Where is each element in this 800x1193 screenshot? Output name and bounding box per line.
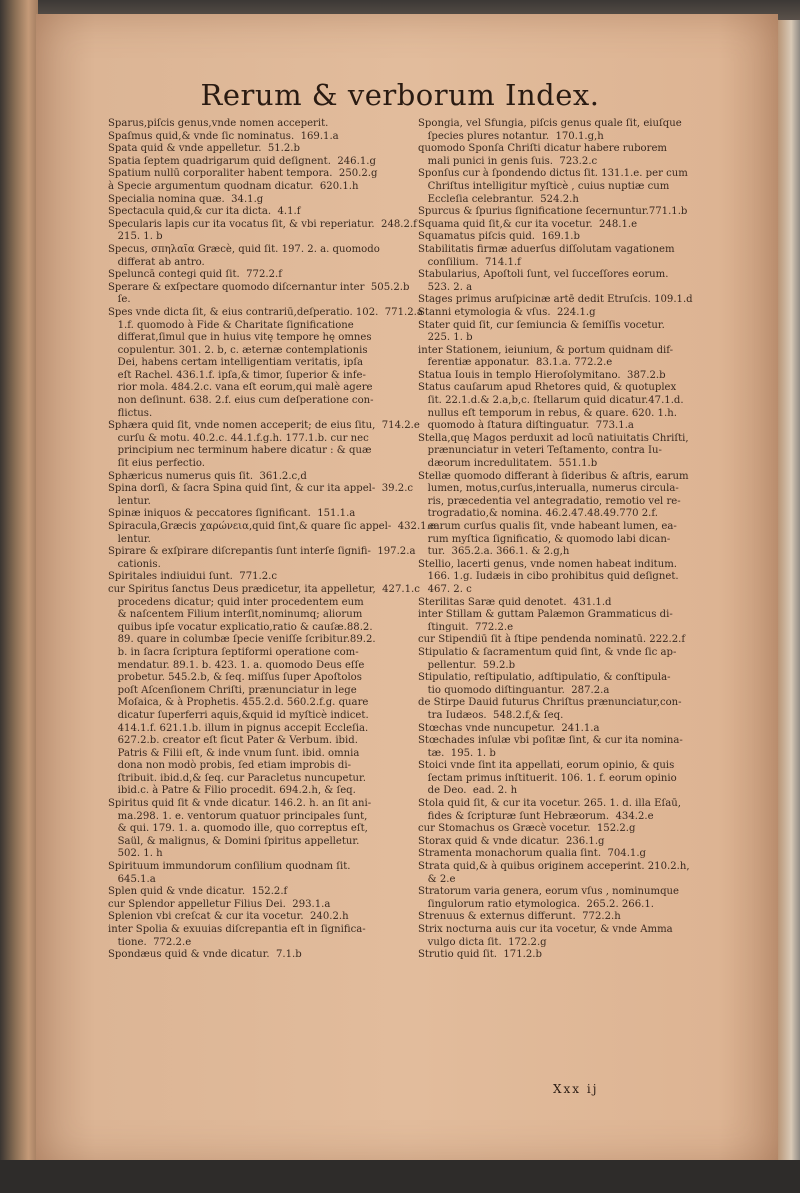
index-entry-line: Splenion vbi creſcat & cur ita vocetur. 240.2.h xyxy=(108,911,349,923)
index-entry-line: & 2.e xyxy=(418,873,456,885)
index-entry-line: Speluncā contegi quid ſit. 772.2.f xyxy=(108,269,282,281)
index-entry-line: Squama quid ſit,& cur ita vocetur. 248.1.e xyxy=(418,218,638,230)
index-entry-line: quomodo Sponſa Chriſti dicatur habere ruborem xyxy=(418,143,668,155)
index-entry-line: Spiracula,Græcis χαρώνεια,quid ſint,& quare ſic appel- 432.1.e xyxy=(108,521,436,532)
index-entry-line: Stages primus aruſpicinæ artē dedit Etruſcis. 109.1.d xyxy=(418,294,693,306)
index-entry-line: Stœchas vnde nuncupetur. 241.1.a xyxy=(418,722,600,734)
scan-bottom-band xyxy=(0,1160,800,1193)
index-entry-line: Specialia nomina quæ. 34.1.g xyxy=(108,193,264,205)
index-entry-line: 502. 1. h xyxy=(108,848,163,860)
index-entry-line: 166. 1.g. Iudæis in cibo prohibitus quid deſignet. xyxy=(418,571,679,583)
index-entry-line: 467. 2. c xyxy=(418,583,472,595)
index-entry-line: Spondæus quid & vnde dicatur. 7.1.b xyxy=(108,949,302,961)
index-entry-line: 89. quare in columbæ ſpecie veniſſe ſcribitur.89.2. xyxy=(108,634,376,646)
index-entry-line: copulentur. 301. 2. b, c. æternæ contemplationis xyxy=(108,344,368,356)
index-entry-line: dicatur ſuperferri aquis,&quid id myſticè indicet. xyxy=(108,709,369,721)
index-entry-line: Sparus,piſcis genus,vnde nomen acceperit. xyxy=(108,118,329,129)
index-entry-line: curſu & motu. 40.2.c. 44.1.f.g.h. 177.1.b. cur nec xyxy=(108,432,369,444)
signature-mark: Xxx ij xyxy=(553,1082,599,1096)
index-entry-line: flictus. xyxy=(108,407,153,419)
index-entry-line: earum curſus qualis ſit, vnde habeant lumen, ea- xyxy=(418,521,677,532)
index-entry-line: procedens dicatur; quid inter procedentem eum xyxy=(108,596,364,608)
index-entry-line: mendatur. 89.1. b. 423. 1. a. quomodo Deus eſſe xyxy=(108,659,365,671)
page-edge-right xyxy=(778,20,800,1193)
index-entry-line: & qui. 179. 1. a. quomodo ille, quo correptus eſt, xyxy=(108,823,368,835)
index-entry-line: ris, præcedentia vel antegradatio, remotio vel re- xyxy=(418,495,681,507)
index-entry-line: Strata quid,& à quibus originem acceperint. 210.2.h, xyxy=(418,861,690,873)
index-entry-line: Spiritus quid ſit & vnde dicatur. 146.2. h. an ſit ani- xyxy=(108,798,372,810)
index-entry-line: cur Spiritus ſanctus Deus prædicetur, ita appelletur, 427.1.c xyxy=(108,583,420,595)
index-entry-line: lentur. xyxy=(108,533,151,545)
index-entry-line: ſit. 22.1.d.& 2.a,b,c. ſtellarum quid dicatur.47.1.d. xyxy=(418,395,684,407)
index-entry-line: Strenuus & externus differunt. 772.2.h xyxy=(418,911,621,923)
index-entry-line: vulgo dicta ſit. 172.2.g xyxy=(418,936,547,948)
index-entry-line: quomodo à ſtatura diſtinguatur. 773.1.a xyxy=(418,420,634,432)
index-entry-line: Spatium nullū corporaliter habent tempora. 250.2.g xyxy=(108,168,378,180)
index-entry-line: Spurcus & ſpurius ſignificatione ſecernuntur.771.1.b xyxy=(418,206,688,218)
index-entry-line: Stratorum varia genera, eorum vſus , nominumque xyxy=(418,886,680,898)
index-entry-line: Spata quid & vnde appelletur. 51.2.b xyxy=(108,143,300,155)
index-entry-line: Stella,quę Magos perduxit ad locū natiuitatis Chriſti, xyxy=(418,432,689,444)
index-entry-line: inter Spolia & exuuias diſcrepantia eſt in ſignifica- xyxy=(108,924,366,935)
index-entry-line: dæorum incredulitatem. 551.1.b xyxy=(418,458,598,470)
index-entry-line: de Stirpe Dauid futurus Chriſtus prænunciatur,con- xyxy=(418,697,682,709)
index-entry-line: ferentiæ apponatur. 83.1.a. 772.2.e xyxy=(418,357,613,369)
index-entry-line: cur Splendor appelletur Filius Dei. 293.1.a xyxy=(108,898,331,910)
index-entry-line: rior mola. 484.2.c. vana eſt eorum,qui malè agere xyxy=(108,382,373,394)
index-entry-line: Spiritales indiuidui ſunt. 771.2.c xyxy=(108,571,278,583)
index-entry-line: dona non modò probis, ſed etiam improbis di- xyxy=(108,760,351,772)
index-entry-line: Spirituum immundorum conſilium quodnam ſit. xyxy=(108,861,351,873)
index-entry-line: prænunciatur in veteri Teſtamento, contra Iu- xyxy=(418,445,662,457)
index-column-right xyxy=(418,118,738,962)
index-entry-line: Spes vnde dicta ſit, & eius contrariū,deſperatio. 102. 771.2.a xyxy=(108,306,423,318)
index-entry-line: Eccleſia celebrantur. 524.2.h xyxy=(418,193,579,205)
index-entry-line: trogradatio,& nomina. 46.2.47.48.49.770 2.f. xyxy=(418,508,658,520)
index-entry-line: cationis. xyxy=(108,558,161,570)
index-entry-line: Sterilitas Saræ quid denotet. 431.1.d xyxy=(418,596,612,608)
index-entry-line: mali punici in genis ſuis. 723.2.c xyxy=(418,155,598,167)
index-entry-line: Patris & Filii eſt, & inde vnum ſunt. ibid. omnia xyxy=(108,747,360,759)
index-entry-line: pellentur. 59.2.b xyxy=(418,659,516,671)
index-entry-line: Spirare & exſpirare diſcrepantis ſunt interſe ſignifi- 197.2.a xyxy=(108,546,416,558)
index-entry-line: Stœchades inſulæ vbi poſitæ ſint, & cur ita nomina- xyxy=(418,735,683,747)
index-entry-line: ſingulorum ratio etymologica. 265.2. 266.1. xyxy=(418,898,654,910)
index-entry-line: differat ab antro. xyxy=(108,256,205,268)
index-entry-line: ma.298. 1. e. ventorum quatuor principales ſunt, xyxy=(108,810,368,822)
index-entry-line: Splen quid & vnde dicatur. 152.2.f xyxy=(108,886,288,898)
index-entry-line: lentur. xyxy=(108,495,151,507)
index-entry-line: Stabilitatis firmæ aduerſus diſſolutam vagationem xyxy=(418,243,675,255)
index-entry-line: Sphæricus numerus quis ſit. 361.2.c,d xyxy=(108,470,307,482)
index-entry-line: Stola quid ſit, & cur ita vocetur. 265. 1. d. illa Eſaū, xyxy=(418,798,681,810)
index-entry-line: Stramenta monachorum qualia ſint. 704.1.g xyxy=(418,848,647,860)
index-entry-line: Saül, & malignus, & Domini ſpiritus appelletur. xyxy=(108,835,360,847)
index-entry-line: Stipulatio & ſacramentum quid ſint, & vnde ſic ap- xyxy=(418,646,677,658)
index-entry-line: Stellæ quomodo differant à ſideribus & aſtris, earum xyxy=(418,470,689,482)
index-entry-line: Moſaica, & à Prophetis. 455.2.d. 560.2.f.g. quare xyxy=(108,697,369,709)
page-title: Rerum & verborum Index. xyxy=(200,78,600,112)
index-entry-line: Stanni etymologia & vſus. 224.1.g xyxy=(418,306,596,318)
index-entry-line: Strix nocturna auis cur ita vocetur, & vnde Amma xyxy=(418,924,673,935)
index-entry-line: cur Stipendiū ſit à ſtipe pendenda nominatū. 222.2.f xyxy=(418,634,686,646)
index-entry-line: inter Stationem, ieiunium, & portum quidnam dif- xyxy=(418,344,674,356)
index-entry-line: 215. 1. b xyxy=(108,231,163,243)
index-entry-line: Squamatus piſcis quid. 169.1.b xyxy=(418,231,580,243)
index-entry-line: Stellio, lacerti genus, vnde nomen habeat inditum. xyxy=(418,558,678,570)
index-entry-line: 414.1.f. 621.1.b. illum in pignus accepit Eccleſia. xyxy=(108,722,369,734)
index-entry-line: Spaſmus quid,& vnde ſic nominatus. 169.1.a xyxy=(108,130,339,142)
index-entry-line: lumen, motus,curſus,interualla, numerus circula- xyxy=(418,483,679,495)
index-entry-line: cur Stomachus os Græcè vocetur. 152.2.g xyxy=(418,823,636,835)
index-entry-line: Stabularius, Apoſtoli ſunt, vel ſucceſſores eorum. xyxy=(418,269,669,281)
index-entry-line: Stoici vnde ſint ita appellati, eorum opinio, & quis xyxy=(418,760,675,772)
index-entry-line: 523. 2. a xyxy=(418,281,473,293)
index-entry-line: Strutio quid ſit. 171.2.b xyxy=(418,949,542,961)
index-entry-line: Spectacula quid,& cur ita dicta. 4.1.f xyxy=(108,206,301,218)
index-entry-line: Sphæra quid ſit, vnde nomen acceperit; de eius ſitu, 714.2.e xyxy=(108,420,420,432)
index-entry-line: ſit eius perfectio. xyxy=(108,458,205,470)
index-entry-line: ſectam primus inſtituerit. 106. 1. f. eorum opinio xyxy=(418,772,677,784)
index-column-left xyxy=(108,118,438,962)
index-entry-line: ibid.c. à Patre & Filio procedit. 694.2.h, & ſeq. xyxy=(108,785,356,797)
index-entry-line: Chriſtus intelligitur myſticè , cuius nuptiæ cum xyxy=(418,180,670,192)
index-entry-line: Specus, σπηλαῖα Græcè, quid ſit. 197. 2. a. quomodo xyxy=(108,243,380,255)
index-entry-line: 627.2.b. creator eſt ſicut Pater & Verbum. ibid. xyxy=(108,735,358,747)
index-entry-line: ſpecies plures notantur. 170.1.g,h xyxy=(418,130,604,142)
book-gutter xyxy=(0,0,38,1193)
index-entry-line: non deſinunt. 638. 2.f. eius cum deſperatione con- xyxy=(108,395,374,407)
index-entry-line: à Specie argumentum quodnam dicatur. 620.1.h xyxy=(108,180,359,192)
index-entry-line: Spina dorſi, & ſacra Spina quid ſint, & cur ita appel- 39.2.c xyxy=(108,483,414,495)
index-entry-line: ſtinguit. 772.2.e xyxy=(418,621,514,633)
index-entry-line: Stater quid ſit, cur ſemiuncia & ſemiſſis vocetur. xyxy=(418,319,665,331)
index-entry-line: eſt Rachel. 436.1.f. ipſa,& timor, ſuperior & infe- xyxy=(108,369,366,381)
index-entry-line: Stipulatio, reſtipulatio, adſtipulatio, & conſtipula- xyxy=(418,672,671,684)
index-entry-line: tione. 772.2.e xyxy=(108,936,192,948)
index-entry-line: principium nec terminum habere dicatur : & quæ xyxy=(108,445,372,457)
index-entry-line: Status cauſarum apud Rhetores quid, & quotuplex xyxy=(418,382,677,394)
index-entry-line: Spongia, vel Sfungia, piſcis genus quale ſit, eiuſque xyxy=(418,118,682,129)
index-entry-line: Sponſus cur à ſpondendo dictus ſit. 131.1.e. per cum xyxy=(418,168,688,180)
index-entry-line: de Deo. ead. 2. h xyxy=(418,785,518,797)
index-entry-line: probetur. 545.2.b, & ſeq. miſſus ſuper Apoſtolos xyxy=(108,672,362,684)
index-entry-line: Spatia ſeptem quadrigarum quid deſignent. 246.1.g xyxy=(108,155,376,167)
index-entry-line: Specularis lapis cur ita vocatus ſit, & vbi reperiatur. 248.2.f xyxy=(108,218,417,230)
index-entry-line: tra Iudæos. 548.2.f,& ſeq. xyxy=(418,709,564,721)
index-entry-line: conſilium. 714.1.f xyxy=(418,256,521,268)
index-entry-line: rum myſtica ſignificatio, & quomodo labi dican- xyxy=(418,533,671,545)
index-entry-line: Storax quid & vnde dicatur. 236.1.g xyxy=(418,835,605,847)
index-entry-line: tio quomodo diſtinguantur. 287.2.a xyxy=(418,684,610,696)
index-entry-line: tur. 365.2.a. 366.1. & 2.g,h xyxy=(418,546,570,558)
index-entry-line: ſe. xyxy=(108,294,131,306)
index-entry-line: b. in ſacra ſcriptura ſeptiformi operatione com- xyxy=(108,646,359,658)
index-entry-line: tæ. 195. 1. b xyxy=(418,747,496,759)
index-entry-line: poſt Aſcenſionem Chriſti, prænunciatur in lege xyxy=(108,684,357,696)
index-entry-line: 225. 1. b xyxy=(418,332,473,344)
index-entry-line: quibus ipſe vocatur explicatio,ratio & cauſæ.88.2. xyxy=(108,621,373,633)
index-entry-line: Dei, habens certam intelligentiam veritatis, ipſa xyxy=(108,357,364,369)
index-entry-line: fides & ſcripturæ ſunt Hebræorum. 434.2.e xyxy=(418,810,654,822)
index-entry-line: differat,ſimul que in huius vitę tempore hę omnes xyxy=(108,332,372,344)
index-entry-line: 1.f. quomodo à Fide & Charitate ſignificatione xyxy=(108,319,354,331)
index-entry-line: 645.1.a xyxy=(108,873,156,885)
index-entry-line: Statua Iouis in templo Hieroſolymitano. 387.2.b xyxy=(418,369,666,381)
index-entry-line: ſtribuit. ibid.d,& ſeq. cur Paracletus nuncupetur. xyxy=(108,772,366,784)
index-entry-line: & naſcentem Filium interſit,nominumq; aliorum xyxy=(108,609,363,621)
index-entry-line: Spinæ iniquos & peccatores ſignificant. 151.1.a xyxy=(108,508,356,520)
index-entry-line: inter Stillam & guttam Palæmon Grammaticus di- xyxy=(418,609,673,621)
index-entry-line: Sperare & exſpectare quomodo diſcernantur inter 505.2.b xyxy=(108,281,410,293)
index-entry-line: nullus eſt temporum in rebus, & quare. 620. 1.h. xyxy=(418,407,677,419)
